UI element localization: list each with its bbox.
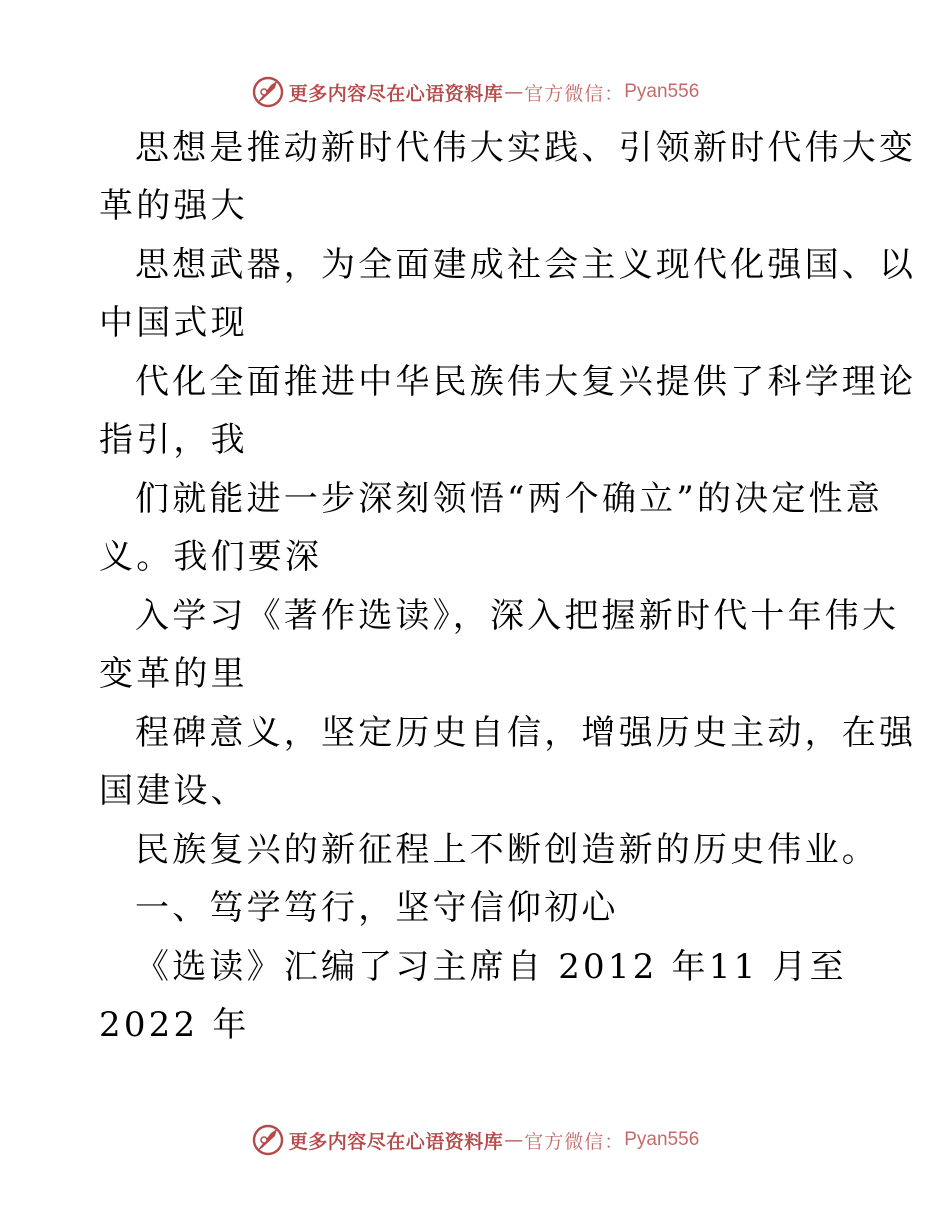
quill-pen-circle-icon bbox=[251, 75, 285, 109]
watermark-site-text: 更多内容尽在心语资料库 bbox=[288, 1130, 504, 1153]
body-line: 民族复兴的新征程上不断创造新的历史伟业。 bbox=[135, 830, 879, 870]
body-line: 变革的里 bbox=[99, 654, 248, 694]
quill-pen-circle-icon bbox=[251, 1123, 285, 1157]
watermark-contact-id: Pyan556 bbox=[624, 81, 700, 102]
watermark-contact-id: Pyan556 bbox=[624, 1129, 700, 1150]
watermark-separator: — bbox=[504, 81, 524, 103]
body-line: 代化全面推进中华民族伟大复兴提供了科学理论 bbox=[135, 362, 917, 402]
body-line: 中国式现 bbox=[99, 303, 248, 343]
body-line: 们就能进一步深刻领悟“两个确立”的决定性意 bbox=[135, 479, 883, 519]
body-line: 入学习《著作选读》，深入把握新时代十年伟大 bbox=[135, 596, 900, 636]
header-watermark bbox=[0, 72, 950, 112]
watermark-contact-label: 官方微信： bbox=[524, 82, 625, 105]
body-line: 程碑意义，坚定历史自信，增强历史主动，在强 bbox=[135, 713, 917, 753]
watermark-separator: — bbox=[504, 1129, 524, 1151]
footer-watermark bbox=[0, 1120, 950, 1160]
body-line: 指引，我 bbox=[99, 420, 248, 460]
body-line: 革的强大 bbox=[99, 186, 248, 226]
body-line: 思想是推动新时代伟大实践、引领新时代伟大变 bbox=[135, 128, 917, 168]
section-heading: 一、笃学笃行，坚守信仰初心 bbox=[135, 888, 619, 928]
body-line: 2022 年 bbox=[99, 1005, 250, 1045]
body-line: 《选读》汇编了习主席自 2012 年11 月至 bbox=[135, 947, 847, 987]
body-line: 义。我们要深 bbox=[99, 537, 323, 577]
body-line: 思想武器，为全面建成社会主义现代化强国、以 bbox=[135, 245, 917, 285]
watermark-site-text: 更多内容尽在心语资料库 bbox=[288, 82, 504, 105]
body-line: 国建设、 bbox=[99, 771, 248, 811]
watermark-contact-label: 官方微信： bbox=[524, 1130, 625, 1153]
